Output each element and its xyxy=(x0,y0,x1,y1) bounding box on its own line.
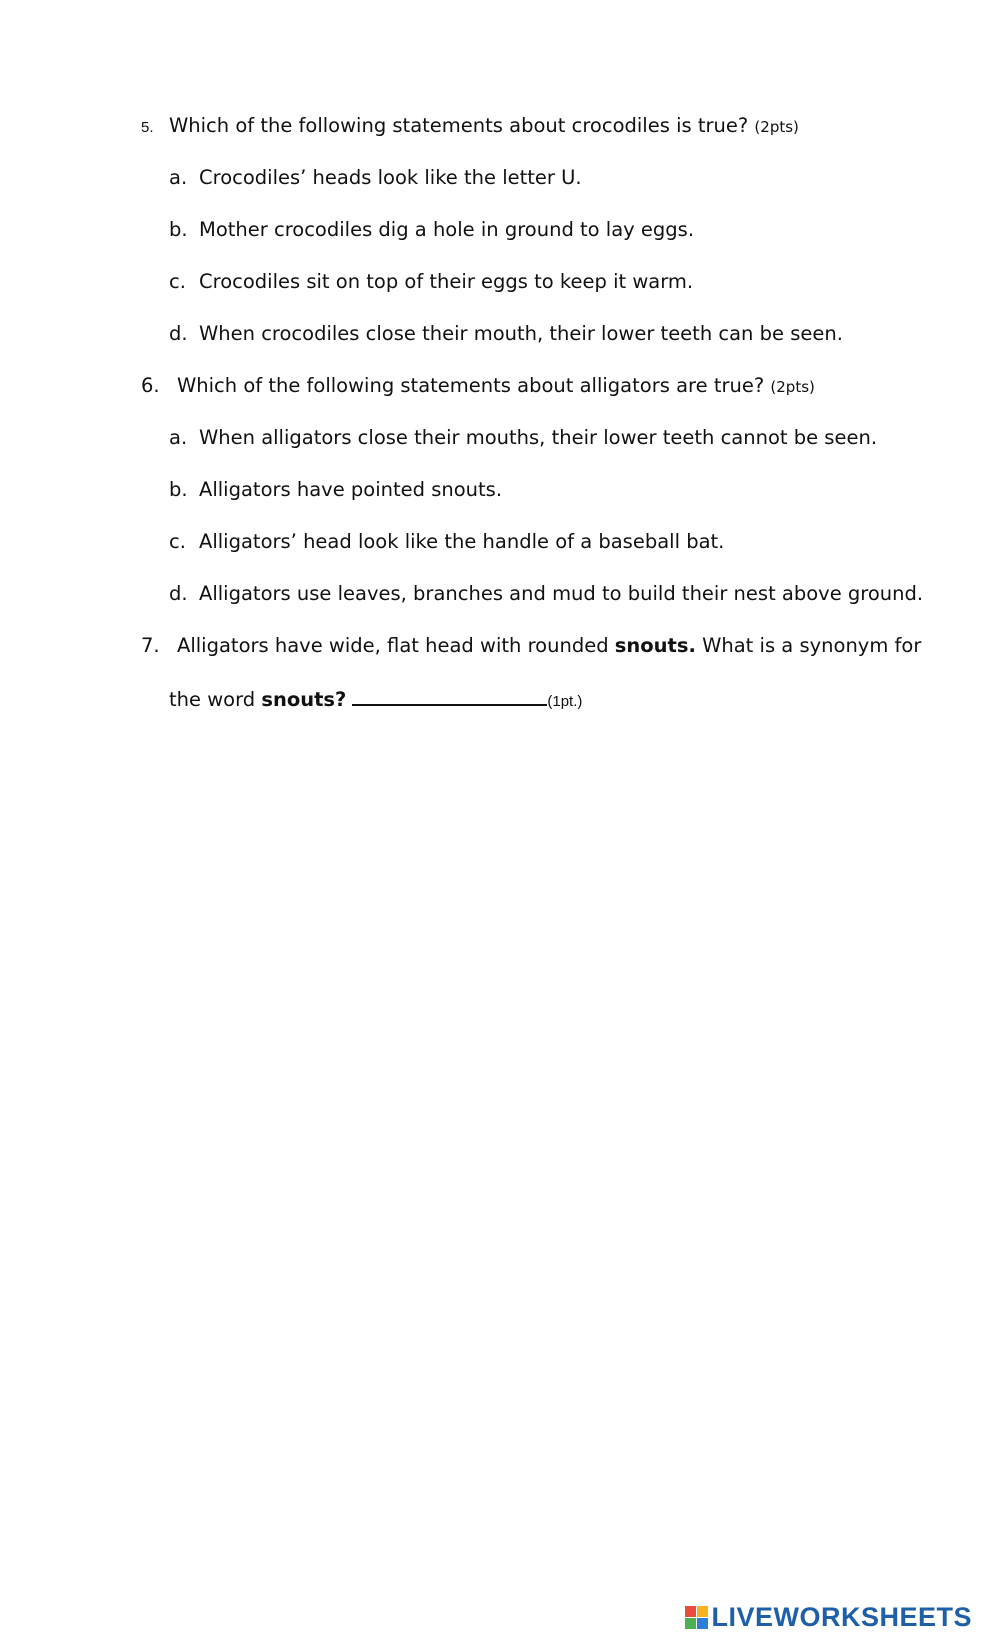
liveworksheets-logo-icon xyxy=(685,1606,708,1629)
logo-block-green xyxy=(685,1618,696,1629)
option-letter: d. xyxy=(169,322,188,345)
option-5d[interactable] xyxy=(169,320,843,348)
option-letter: c. xyxy=(169,270,186,293)
question-number: 6. xyxy=(141,374,160,397)
question-text: the word xyxy=(169,688,256,711)
option-5a[interactable] xyxy=(169,164,582,192)
question-7-line-2 xyxy=(169,684,582,716)
question-7 xyxy=(141,632,921,660)
bold-word: snouts. xyxy=(614,634,696,657)
option-letter: b. xyxy=(169,478,188,501)
question-number: 7. xyxy=(141,634,160,657)
question-text: Which of the following statements about alligators are true? xyxy=(177,374,765,397)
option-5c[interactable] xyxy=(169,268,693,296)
logo-block-red xyxy=(685,1606,696,1617)
answer-blank[interactable] xyxy=(352,684,547,706)
option-letter: a. xyxy=(169,166,188,189)
option-letter: a. xyxy=(169,426,188,449)
points-label: (2pts) xyxy=(754,118,799,136)
question-number: 5. xyxy=(141,119,154,136)
option-letter: d. xyxy=(169,582,188,605)
option-letter: c. xyxy=(169,530,186,553)
option-text: When alligators close their mouths, their lower teeth cannot be seen. xyxy=(199,426,878,449)
option-text: Alligators’ head look like the handle of a baseball bat. xyxy=(199,530,725,553)
option-text: Alligators use leaves, branches and mud to build their nest above ground. xyxy=(199,582,924,605)
question-text-continued: What is a synonym for xyxy=(702,634,922,657)
option-letter: b. xyxy=(169,218,188,241)
option-6d[interactable] xyxy=(169,580,923,608)
points-label: (1pt.) xyxy=(547,693,583,710)
question-text: Which of the following statements about crocodiles is true? xyxy=(169,114,749,137)
logo-block-blue xyxy=(697,1618,708,1629)
question-text: Alligators have wide, flat head with rounded xyxy=(177,634,609,657)
option-6a[interactable] xyxy=(169,424,877,452)
option-6b[interactable] xyxy=(169,476,502,504)
option-text: When crocodiles close their mouth, their lower teeth can be seen. xyxy=(199,322,843,345)
liveworksheets-brand xyxy=(685,1602,972,1633)
logo-block-yellow xyxy=(697,1606,708,1617)
option-5b[interactable] xyxy=(169,216,694,244)
question-5 xyxy=(141,112,799,142)
option-text: Mother crocodiles dig a hole in ground to lay eggs. xyxy=(199,218,695,241)
option-text: Crocodiles sit on top of their eggs to keep it warm. xyxy=(199,270,694,293)
brand-text: LIVEWORKSHEETS xyxy=(711,1602,972,1632)
points-label: (2pts) xyxy=(770,378,815,396)
bold-word: snouts? xyxy=(261,688,347,711)
option-text: Crocodiles’ heads look like the letter U. xyxy=(199,166,582,189)
option-6c[interactable] xyxy=(169,528,724,556)
option-text: Alligators have pointed snouts. xyxy=(199,478,503,501)
question-6 xyxy=(141,372,815,401)
